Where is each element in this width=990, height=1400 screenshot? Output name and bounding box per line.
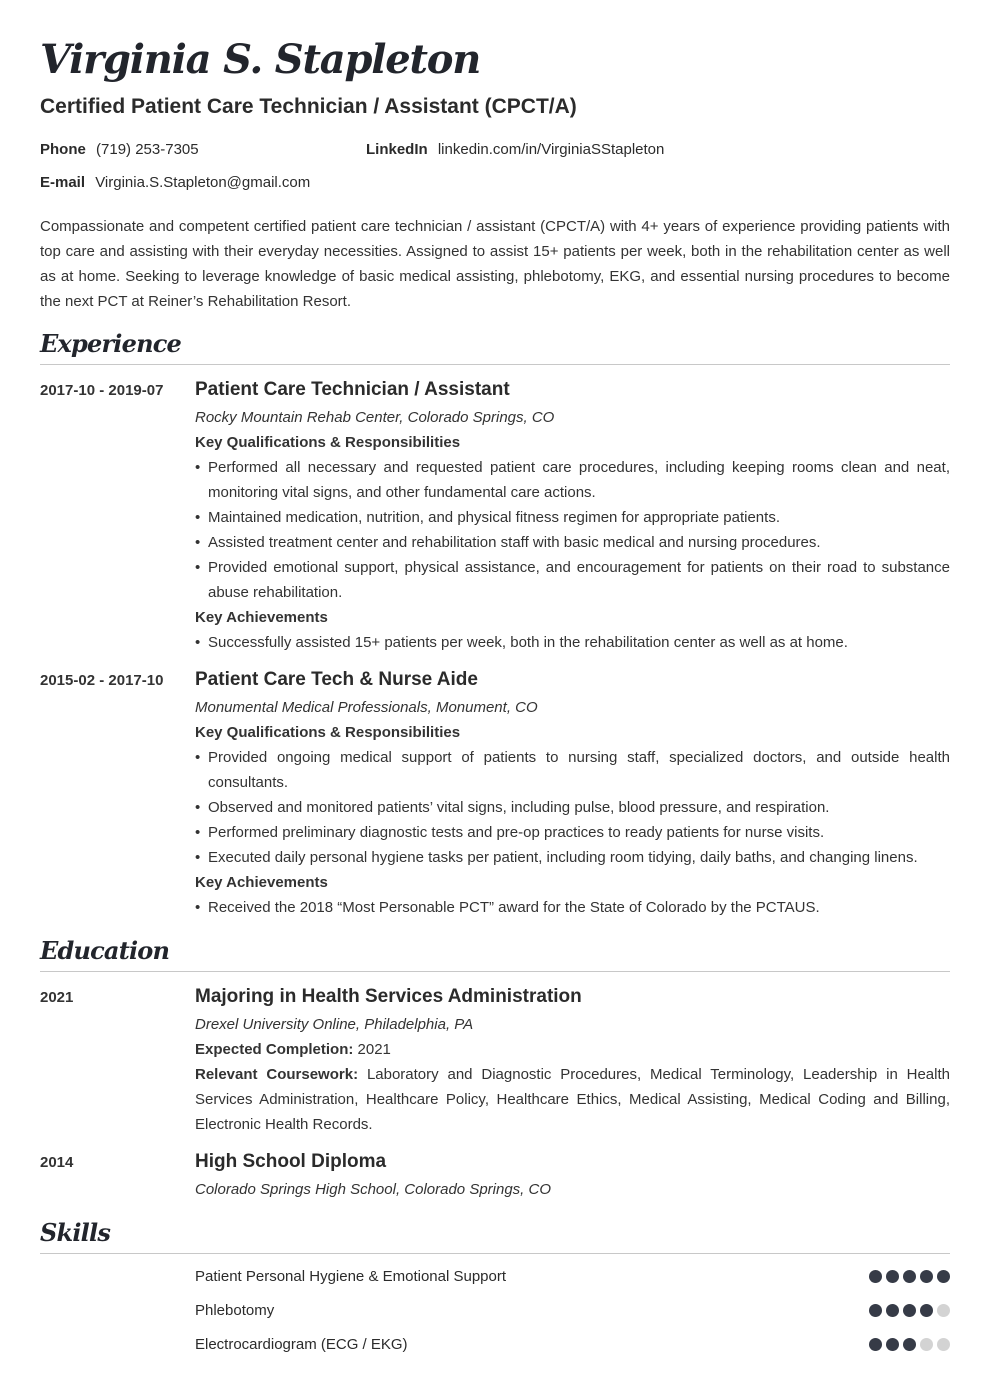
skill-row bbox=[195, 1267, 950, 1287]
candidate-title: Certified Patient Care Technician / Assistant (CPCT/A) bbox=[40, 95, 577, 118]
education-entry bbox=[195, 986, 950, 1137]
relevant-coursework bbox=[195, 1062, 950, 1137]
expected-completion-label: Expected Completion: bbox=[195, 1041, 354, 1058]
rating-dot-filled bbox=[903, 1304, 916, 1317]
job-dates: 2017-10 - 2019-07 bbox=[40, 382, 164, 399]
email-label: E-mail bbox=[40, 174, 86, 191]
list-item: • Provided emotional support, physical assistance, and encouragement for patients on their road to substance abuse rehabilitation. bbox=[195, 555, 950, 605]
phone-value: (719) 253-7305 bbox=[96, 141, 199, 158]
list-item: • Executed daily personal hygiene tasks per patient, including room tidying, daily baths, and changing linens. bbox=[195, 845, 950, 870]
list-item: • Performed preliminary diagnostic tests and pre-op practices to ready patients for nurse visits. bbox=[195, 820, 950, 845]
coursework-value: Laboratory and Diagnostic Procedures, Medical Terminology, Leadership in Health Services Administration, Healthcare Policy, Healthcare Ethics, Medical Assisting, Medical Coding and Billing, Electronic Health Records. bbox=[195, 1066, 950, 1133]
list-item: • Performed all necessary and requested patient care procedures, including keeping rooms clean and neat, monitoring vital signs, and other fundamental care actions. bbox=[195, 455, 950, 505]
experience-divider bbox=[40, 364, 950, 365]
profile-summary: Compassionate and competent certified patient care technician / assistant (CPCT/A) with 4+ years of experience providing patients with top care and assisting with their everyday necessities. Assigned to assist 15+ patients per week, both in the rehabilitation center as well as at home. Seeking to leverage knowledge of basic medical assisting, phlebotomy, EKG, and essential nursing procedures to become the next PCT at Reiner’s Rehabilitation Resort. bbox=[40, 218, 950, 310]
job-title: Patient Care Technician / Assistant bbox=[195, 379, 510, 400]
rating-dot-filled bbox=[903, 1338, 916, 1351]
skills-heading: Skills bbox=[40, 1218, 111, 1247]
qualifications-list bbox=[195, 745, 950, 870]
skill-name: Electrocardiogram (ECG / EKG) bbox=[195, 1336, 408, 1353]
rating-dot-filled bbox=[869, 1270, 882, 1283]
phone-label: Phone bbox=[40, 141, 86, 158]
achievements-heading: Key Achievements bbox=[195, 609, 328, 626]
education-divider bbox=[40, 971, 950, 972]
rating-dot-filled bbox=[920, 1304, 933, 1317]
job-employer: Rocky Mountain Rehab Center, Colorado Springs, CO bbox=[195, 409, 555, 426]
list-item: • Maintained medication, nutrition, and physical fitness regimen for appropriate patients. bbox=[195, 505, 950, 530]
rating-dot-filled bbox=[869, 1304, 882, 1317]
rating-dot-filled bbox=[886, 1304, 899, 1317]
education-heading: Education bbox=[40, 936, 170, 965]
contact-phone bbox=[40, 140, 199, 160]
expected-completion-value: 2021 bbox=[357, 1041, 391, 1058]
job-employer: Monumental Medical Professionals, Monument, CO bbox=[195, 699, 538, 716]
contact-linkedin bbox=[366, 140, 664, 160]
skills-divider bbox=[40, 1253, 950, 1254]
rating-dot-filled bbox=[886, 1338, 899, 1351]
job-dates: 2015-02 - 2017-10 bbox=[40, 672, 164, 689]
degree-title: High School Diploma bbox=[195, 1151, 387, 1172]
achievements-heading: Key Achievements bbox=[195, 874, 328, 891]
rating-dot-filled bbox=[920, 1270, 933, 1283]
school-name: Colorado Springs High School, Colorado Springs, CO bbox=[195, 1181, 552, 1198]
contact-email bbox=[40, 173, 310, 193]
skill-rating bbox=[869, 1270, 950, 1283]
list-item: • Observed and monitored patients’ vital signs, including pulse, blood pressure, and respiration. bbox=[195, 795, 950, 820]
candidate-name: Virginia S. Stapleton bbox=[40, 36, 481, 83]
education-year: 2014 bbox=[40, 1154, 74, 1171]
rating-dot-filled bbox=[886, 1270, 899, 1283]
school-name: Drexel University Online, Philadelphia, PA bbox=[195, 1016, 474, 1033]
rating-dot-empty bbox=[937, 1304, 950, 1317]
skill-name: Patient Personal Hygiene & Emotional Support bbox=[195, 1268, 507, 1285]
qualifications-list bbox=[195, 455, 950, 605]
skill-rating bbox=[869, 1304, 950, 1317]
experience-heading: Experience bbox=[40, 329, 182, 358]
skill-row bbox=[195, 1301, 950, 1321]
rating-dot-empty bbox=[920, 1338, 933, 1351]
skill-rating bbox=[869, 1338, 950, 1351]
education-year: 2021 bbox=[40, 989, 74, 1006]
linkedin-label: LinkedIn bbox=[366, 141, 428, 158]
coursework-label: Relevant Coursework: bbox=[195, 1066, 359, 1083]
skill-name: Phlebotomy bbox=[195, 1302, 275, 1319]
degree-title: Majoring in Health Services Administration bbox=[195, 986, 582, 1007]
linkedin-value: linkedin.com/in/VirginiaSStapleton bbox=[437, 141, 665, 158]
rating-dot-filled bbox=[937, 1270, 950, 1283]
list-item: • Assisted treatment center and rehabilitation staff with basic medical and nursing procedures. bbox=[195, 530, 950, 555]
job-entry bbox=[195, 669, 950, 920]
education-entry bbox=[195, 1151, 950, 1202]
qualifications-heading: Key Qualifications & Responsibilities bbox=[195, 434, 461, 451]
list-item: • Provided ongoing medical support of patients to nursing staff, specialized doctors, and outside health consultants. bbox=[195, 745, 950, 795]
job-entry bbox=[195, 379, 950, 655]
list-item: • Successfully assisted 15+ patients per week, both in the rehabilitation center as well as at home. bbox=[195, 630, 950, 655]
rating-dot-empty bbox=[937, 1338, 950, 1351]
expected-completion bbox=[195, 1037, 950, 1062]
skill-row bbox=[195, 1335, 950, 1355]
email-value: Virginia.S.Stapleton@gmail.com bbox=[95, 174, 311, 191]
job-title: Patient Care Tech & Nurse Aide bbox=[195, 669, 478, 690]
qualifications-heading: Key Qualifications & Responsibilities bbox=[195, 724, 461, 741]
rating-dot-filled bbox=[869, 1338, 882, 1351]
rating-dot-filled bbox=[903, 1270, 916, 1283]
achievements-list bbox=[195, 630, 950, 655]
achievements-list bbox=[195, 895, 950, 920]
list-item: • Received the 2018 “Most Personable PCT” award for the State of Colorado by the PCTAUS. bbox=[195, 895, 950, 920]
